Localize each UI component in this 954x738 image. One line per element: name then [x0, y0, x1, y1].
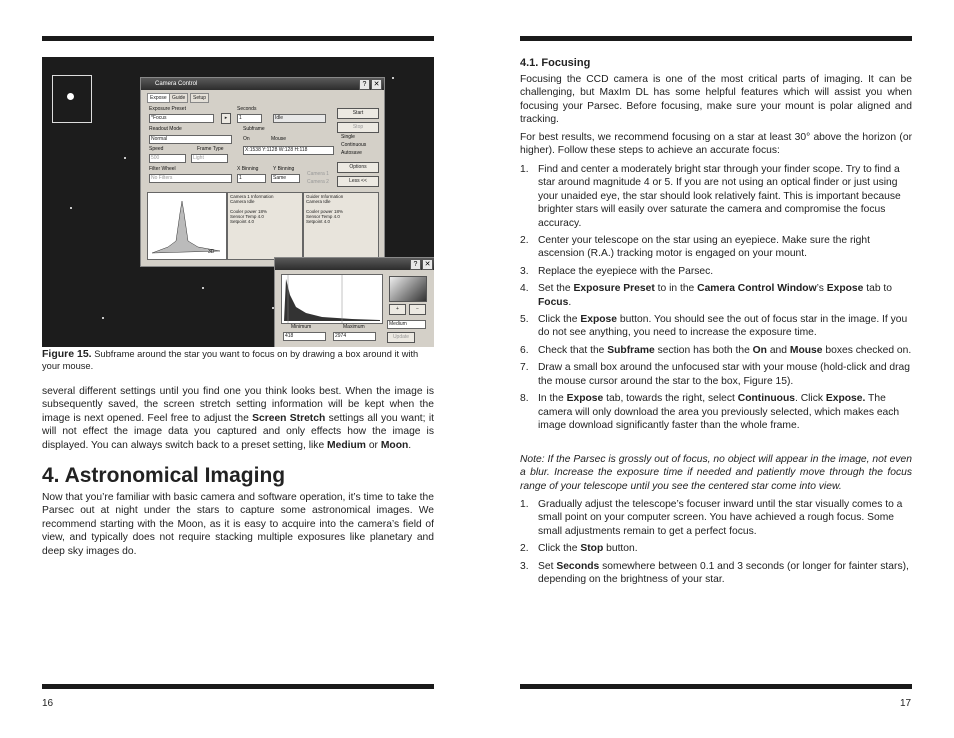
step-bold: Expose [826, 283, 864, 295]
update-button[interactable]: Update [387, 332, 415, 343]
stretch-titlebar [275, 258, 434, 270]
y-binning-label: Y Binning [273, 166, 295, 172]
exposure-preset-label: Exposure Preset [149, 106, 186, 112]
readout-mode-label: Readout Mode [149, 126, 182, 132]
subframe-mouse-checkbox[interactable]: Mouse [271, 136, 287, 142]
step-text: button. [603, 543, 638, 555]
camera1-radio[interactable]: Camera 1 [307, 171, 329, 177]
guider-info-line: Camera Idle [306, 199, 331, 204]
figure-15-screenshot [42, 57, 434, 347]
status-field: Idle [273, 114, 326, 123]
guider-info-line: Cooler power 18% [306, 209, 344, 214]
speed-label: Speed [149, 146, 164, 152]
page-number-left: 16 [42, 698, 54, 709]
help-button[interactable]: ? [359, 79, 370, 90]
camera-info-line: Sensor Temp 4.0 [230, 214, 264, 219]
camera-info-line: Cooler power 18% [230, 209, 268, 214]
camera2-radio[interactable]: Camera 2 [307, 179, 329, 185]
tab-guide[interactable]: Guide [169, 93, 188, 103]
step-number: 3. [520, 560, 529, 572]
screen-stretch-window [274, 257, 434, 347]
para-text: settings all you want; it will not effect the image data you captured and only effects how the image is displayed. You can always switch back to a preset setting, like [42, 412, 434, 451]
maximum-field[interactable]: 2974 [333, 332, 376, 341]
3d-profile-plot [147, 192, 227, 260]
filter-wheel-label: Filter Wheel [149, 166, 176, 172]
step-bold: Camera Control Window [697, 283, 817, 295]
background-star [392, 77, 394, 79]
window-title: Camera Control [155, 81, 198, 87]
step-text: ’s [816, 283, 827, 295]
step-text: In the [538, 393, 567, 405]
step-bold: Seconds [556, 560, 600, 572]
top-rule-left [42, 36, 434, 41]
list-item [520, 498, 912, 538]
focusing-paragraph-2: For best results, we recommend focusing on a star at least 30° above the horizon (or higher). Follow these steps to achieve an accurate focus: [520, 132, 912, 157]
step-text: Set the [538, 283, 574, 295]
exposure-preset-select[interactable]: *Focus [149, 114, 214, 123]
step-text: Set [538, 560, 557, 572]
frame-type-select[interactable]: Light [191, 154, 228, 163]
step-text: tab, towards the right, select [603, 393, 738, 405]
stretch-preset-select[interactable]: Medium [387, 320, 426, 329]
focus-steps-list [520, 163, 912, 436]
tab-setup[interactable]: Setup [190, 93, 209, 103]
step-bold: Mouse [789, 344, 823, 356]
seconds-field[interactable]: 1 [237, 114, 262, 123]
list-item [520, 282, 912, 309]
y-binning-select[interactable]: Same [271, 174, 300, 183]
readout-mode-select[interactable]: Normal [149, 135, 232, 144]
subframe-coords: X:1538 Y:1128 W:128 H:118 [243, 146, 334, 155]
step-number: 7. [520, 362, 529, 374]
para-text: . [408, 439, 412, 451]
list-item [520, 361, 912, 388]
target-star [67, 93, 74, 100]
background-star [124, 157, 126, 159]
options-button[interactable]: Options [337, 162, 379, 173]
caption-text: Subframe around the star you want to focus on by drawing a box around it with your mouse. [42, 349, 419, 371]
window-titlebar [141, 78, 384, 90]
camera-info-line: Camera 1 Information [230, 194, 274, 199]
step-text: Gradually adjust the telescope’s focuser inward until the star visually comes to a small point on your computer screen. You have achieved a rough focus. Some small adjustments remain to get a perfect focus. [538, 499, 903, 537]
frame-type-label: Frame Type [197, 146, 224, 152]
bottom-rule-right [520, 684, 912, 689]
background-star [70, 207, 72, 209]
step-text: . Click [794, 393, 826, 405]
step-bold: Expose. [825, 393, 866, 405]
section-heading: 4. Astronomical Imaging [42, 464, 286, 487]
camera-info-line: Setpoint 4.0 [230, 219, 255, 224]
list-item [520, 234, 912, 261]
page-number-right: 17 [900, 698, 912, 709]
step-text: . [568, 296, 572, 308]
list-item [520, 313, 912, 340]
step-bold: Focus [538, 296, 569, 308]
camera-control-window [140, 77, 385, 267]
list-item [520, 163, 912, 230]
step-bold: Subframe [607, 344, 655, 356]
step-number: 4. [520, 283, 529, 295]
guider-info-line: Sensor Temp 4.0 [306, 214, 340, 219]
zoom-out-button[interactable]: − [409, 304, 426, 315]
autosave-checkbox[interactable]: Autosave [341, 150, 362, 156]
para-bold: Screen Stretch [252, 412, 326, 424]
guider-info-panel [303, 192, 379, 260]
step-bold: Expose [580, 314, 617, 326]
subsection-heading: 4.1. Focusing [520, 57, 591, 69]
bottom-rule-left [42, 684, 434, 689]
step-text: Find and center a moderately bright star through your finder scope. Try to find a star around magnitude 4 or 5. If you are not using an optical finder or just using your unaided eye, the star should look relatively faint. This is important because brighter stars will easily over saturate the camera and compromise the focus accuracy. [538, 164, 901, 229]
step-text: Click the [538, 543, 581, 555]
guider-info-line: Setpoint 4.0 [306, 219, 331, 224]
step-text: section has both the [654, 344, 753, 356]
subframe-on-checkbox[interactable]: On [243, 136, 250, 142]
list-item [520, 542, 912, 555]
help-button[interactable]: ? [410, 259, 421, 270]
minimum-field[interactable]: 418 [283, 332, 326, 341]
step-text: to in the [654, 283, 698, 295]
step-number: 2. [520, 235, 529, 247]
x-binning-select[interactable]: 1 [237, 174, 266, 183]
step-text: and [766, 344, 790, 356]
less-button[interactable]: Less << [337, 176, 379, 187]
step-bold: On [752, 344, 767, 356]
subframe-label: Subframe [243, 126, 265, 132]
step-text: somewhere between 0.1 and 3 seconds (or longer for fainter stars), depending on the brightness of your star. [538, 560, 909, 586]
histogram-panel [281, 274, 383, 324]
list-item [520, 265, 912, 278]
preset-arrow-button[interactable]: ▸ [221, 113, 231, 124]
step-bold: Expose [566, 393, 604, 405]
camera-info-line: Camera Idle [230, 199, 255, 204]
tab-expose[interactable]: Expose [147, 93, 170, 103]
stop-button[interactable]: Stop [337, 122, 379, 133]
step-number: 8. [520, 393, 529, 405]
close-icon[interactable]: ✕ [371, 79, 382, 90]
step-number: 3. [520, 265, 529, 277]
focus-note: Note: If the Parsec is grossly out of focus, no object will appear in the image, not even a blur. Increase the exposure time if needed and patiently move through the focus range of your telescope until you see the centered star come into view. [520, 454, 912, 492]
para-text: or [365, 439, 381, 451]
guider-info-line: Guider Information [306, 194, 344, 199]
3d-label: 3D [208, 249, 215, 255]
filter-select[interactable]: No Filters [149, 174, 232, 183]
screen-stretch-paragraph [42, 385, 434, 452]
step-number: 1. [520, 499, 529, 510]
maximum-label: Maximum [343, 324, 365, 330]
step-number: 6. [520, 344, 529, 356]
minimum-label: Minimum [291, 324, 312, 330]
step-text: Replace the eyepiece with the Parsec. [538, 265, 714, 277]
single-radio[interactable]: Single [341, 134, 355, 140]
step-text: Center your telescope on the star using an eyepiece. Make sure the right ascension (R.A.) tracking motor is engaged on your mount. [538, 235, 870, 260]
background-star [102, 317, 104, 319]
caption-label: Figure 15. [42, 348, 92, 360]
step-bold: Exposure Preset [573, 283, 655, 295]
para-text: several different settings until you find one you think looks best. When the image is subsequently saved, the screen stretch setting information will be kept when the image is next opened. Feel free to adjust the [42, 386, 434, 424]
focusing-paragraph-1: Focusing the CCD camera is one of the most critical parts of imaging. It can be challenging, but MaxIm DL has some helpful features which will assist you when focusing your Parsec. Before focusing, make sure your mount is polar aligned and tracking. [520, 74, 912, 126]
step-text: tab to [863, 283, 893, 295]
camera-info-panel [227, 192, 303, 260]
para-bold: Medium [327, 439, 366, 451]
background-star [202, 287, 204, 289]
step-text: Check that the [538, 344, 608, 356]
fine-focus-steps-list [520, 498, 912, 590]
step-text: The camera will only download the area you previously selected, which makes each image download significantly faster than the whole frame. [538, 393, 900, 431]
step-bold: Stop [580, 543, 604, 555]
continuous-radio[interactable]: Continuous [341, 142, 367, 148]
top-rule-right [520, 36, 912, 41]
intro-paragraph: Now that you’re familiar with basic camera and software operation, it’s time to take the Parsec out at night under the stars to capture some astronomical images. We recommend starting with the Moon, as it is easy to acquire into the camera’s field of view, and typically does not require stacking multiple exposures like planetary and deep sky images do. [42, 492, 434, 557]
step-text: boxes checked on. [822, 344, 912, 356]
step-bold: Continuous [737, 393, 795, 405]
step-text: Draw a small box around the unfocused star with your mouse (hold-click and drag the mouse cursor around the star to the box, Figure 15). [538, 362, 911, 387]
gradient-preview [389, 276, 427, 302]
list-item [520, 392, 912, 432]
step-number: 1. [520, 164, 529, 175]
step-text: button. You should see the out of focus star in the image. If you do not see anything, you need to increase the exposure time. [538, 314, 908, 339]
list-item [520, 344, 912, 357]
step-number: 5. [520, 314, 529, 326]
para-bold: Moon [380, 439, 409, 451]
zoom-in-button[interactable]: + [389, 304, 406, 315]
figure-caption [42, 349, 434, 372]
speed-select[interactable]: 500 [149, 154, 186, 163]
histogram-graph [282, 275, 382, 323]
seconds-label: Seconds [237, 106, 257, 112]
step-text: Click the [538, 314, 581, 326]
step-number: 2. [520, 543, 529, 555]
x-binning-label: X Binning [237, 166, 259, 172]
list-item [520, 560, 912, 587]
close-icon[interactable]: ✕ [422, 259, 433, 270]
start-button[interactable]: Start [337, 108, 379, 119]
